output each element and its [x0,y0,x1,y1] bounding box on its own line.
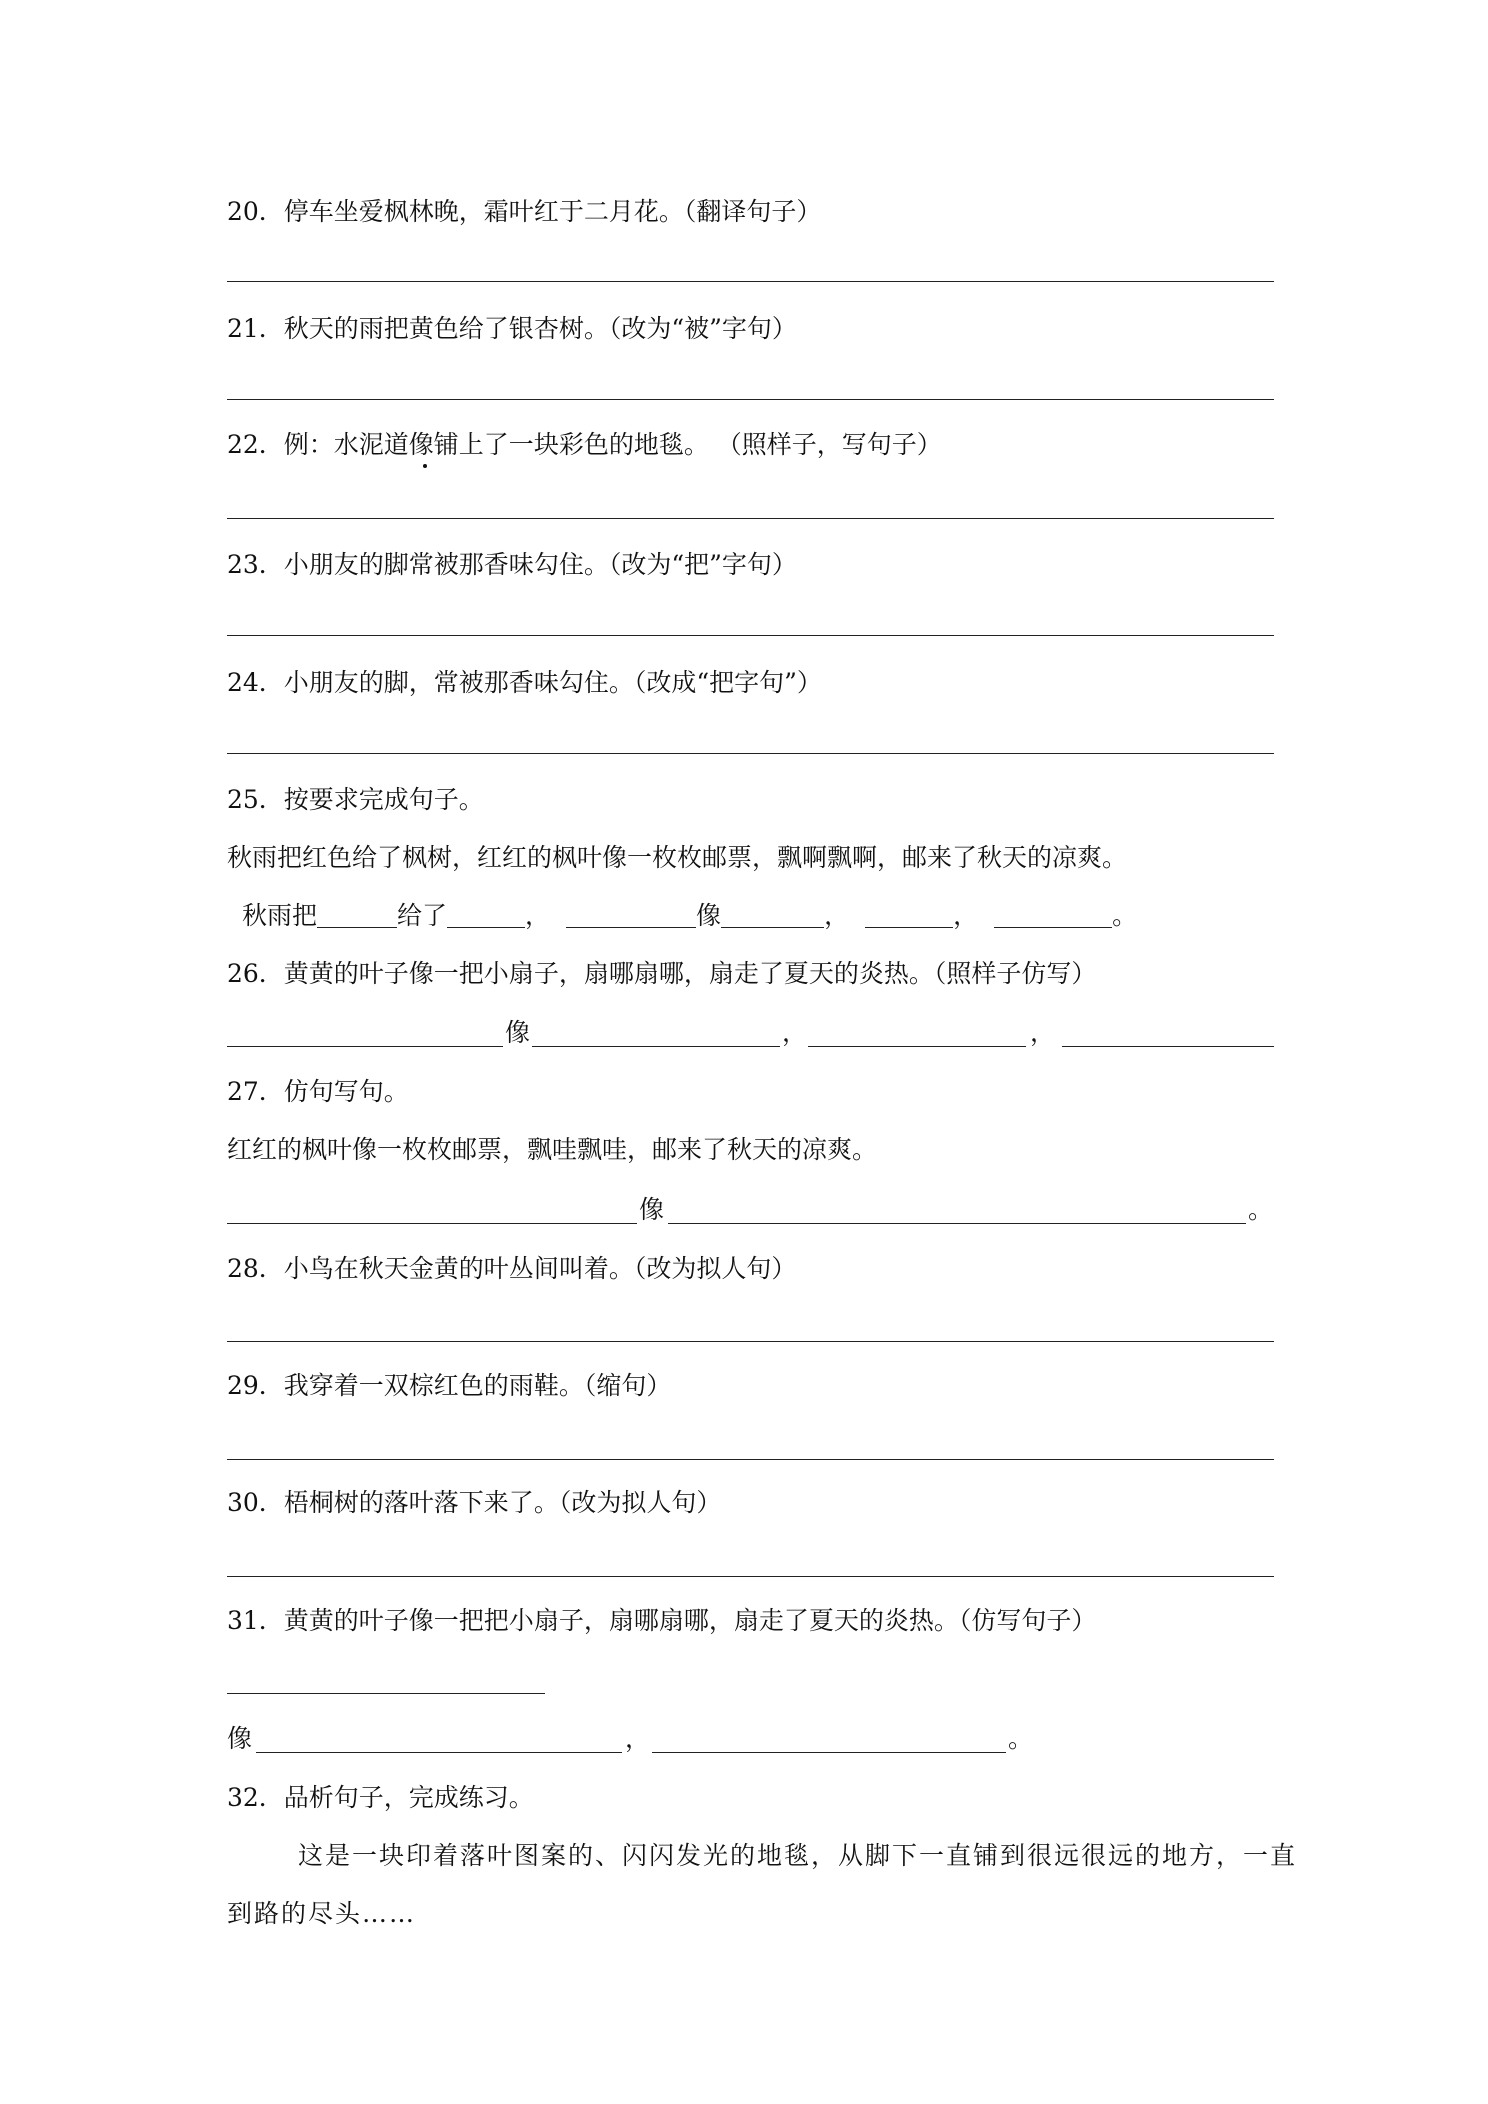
answer-line-22[interactable] [227,518,1274,519]
question-32: 32．品析句子，完成练习。 [227,1783,534,1812]
fill-blank[interactable] [317,901,397,928]
question-22: 22．例：水泥道像铺上了一块彩色的地毯。 （照样子，写句子） [227,430,942,459]
question-25: 25．按要求完成句子。 [227,785,484,814]
emphasis-dot [423,464,427,468]
answer-line-30[interactable] [227,1576,1274,1577]
fill-blank[interactable] [721,901,824,928]
answer-line-28[interactable] [227,1341,1274,1342]
answer-line-29[interactable] [227,1459,1274,1460]
question-27: 27．仿句写句。 [227,1077,409,1106]
question-27-example: 红红的枫叶像一枚枚邮票，飘哇飘哇，邮来了秋天的凉爽。 [227,1135,878,1164]
template-text: ， [824,901,850,930]
template-text: 。 [1112,901,1138,930]
question-20: 20．停车坐爱枫林晚，霜叶红于二月花。（翻译句子） [227,197,822,226]
fill-blank[interactable] [227,1223,637,1224]
template-text: 像 [639,1195,665,1224]
fill-blank[interactable] [447,901,525,928]
answer-line-23[interactable] [227,635,1274,636]
template-text: 像 [505,1018,531,1047]
passage-line-2: 到路的尽头…… [227,1899,417,1928]
question-28: 28．小鸟在秋天金黄的叶丛间叫着。（改为拟人句） [227,1254,797,1283]
template-text: ， [525,901,551,930]
template-text: 像 [227,1724,253,1753]
question-31: 31．黄黄的叶子像一把把小扇子，扇哪扇哪，扇走了夏天的炎热。（仿写句子） [227,1606,1097,1635]
question-29: 29．我穿着一双棕红色的雨鞋。（缩句） [227,1371,672,1400]
fill-blank[interactable] [865,901,953,928]
question-25-template [242,900,1137,932]
fill-blank[interactable] [566,901,696,928]
template-text: 像 [696,901,722,930]
fill-blank[interactable] [808,1046,1026,1047]
question-24: 24．小朋友的脚，常被那香味勾住。（改成“把字句”） [227,668,822,697]
fill-blank[interactable] [1062,1046,1274,1047]
answer-line-24[interactable] [227,753,1274,754]
passage-line-1: 这是一块印着落叶图案的、闪闪发光的地毯，从脚下一直铺到很远很远的地方，一直 [298,1841,1298,1870]
question-21: 21．秋天的雨把黄色给了银杏树。（改为“被”字句） [227,314,797,343]
question-25-example: 秋雨把红色给了枫树，红红的枫叶像一枚枚邮票，飘啊飘啊，邮来了秋天的凉爽。 [227,843,1128,872]
template-text: ， [953,901,979,930]
template-text: 秋雨把 [242,901,318,930]
fill-blank[interactable] [532,1046,780,1047]
fill-blank[interactable] [668,1223,1246,1224]
template-text: 给了 [397,901,448,930]
answer-line-21[interactable] [227,399,1274,400]
fill-blank[interactable] [994,901,1112,928]
answer-line-20[interactable] [227,281,1274,282]
fill-blank[interactable] [227,1693,545,1694]
template-text: 。 [1248,1195,1274,1224]
template-text: ， [1030,1018,1056,1047]
question-23: 23．小朋友的脚常被那香味勾住。（改为“把”字句） [227,550,797,579]
question-30: 30．梧桐树的落叶落下来了。（改为拟人句） [227,1488,722,1517]
template-text: 。 [1008,1724,1034,1753]
question-26: 26．黄黄的叶子像一把小扇子，扇哪扇哪，扇走了夏天的炎热。（照样子仿写） [227,959,1097,988]
template-text: ， [782,1018,808,1047]
fill-blank[interactable] [227,1046,503,1047]
fill-blank[interactable] [256,1752,622,1753]
template-text: ， [625,1724,651,1753]
fill-blank[interactable] [652,1752,1006,1753]
